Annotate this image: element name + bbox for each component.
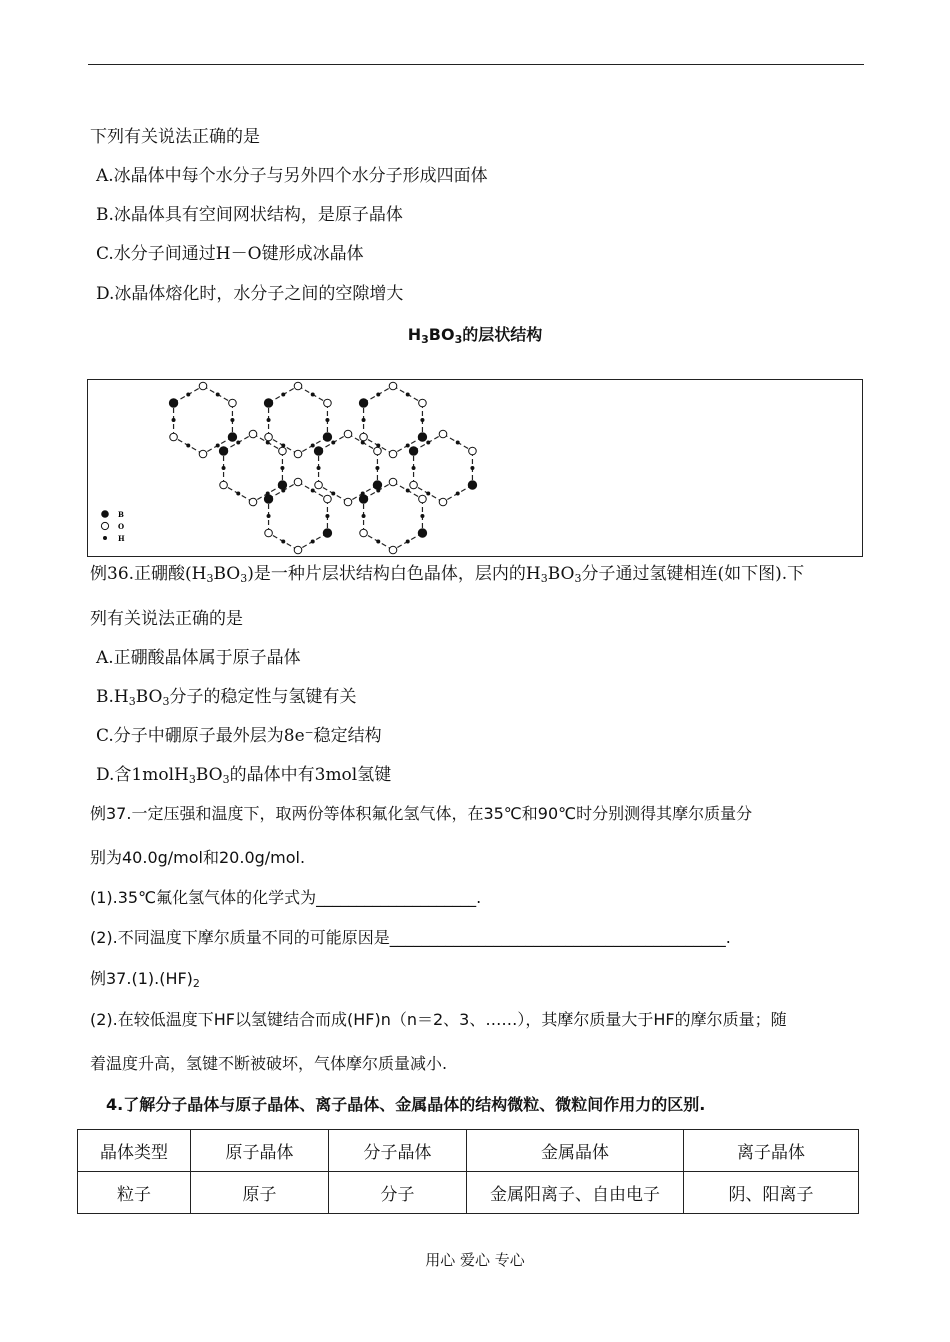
hydrogen-atom [222, 466, 226, 470]
oxygen-atom [469, 447, 477, 455]
ex36-option-c: C.分子中硼原子最外层为8e⁻稳定结构 [96, 726, 382, 746]
boron-atom [228, 433, 236, 441]
ex36-line1: 例36.正硼酸$(H_3BO_3)$是一种片层状结构白色晶体，层内的$H_3BO_3$分子通过氢键相连(如下图).下 [90, 564, 805, 585]
ex36-line2: 列有关说法正确的是 [90, 609, 243, 629]
table-header-cell: 分子晶体 [329, 1130, 467, 1172]
legend-b-label: B [118, 510, 124, 519]
ex36-option-b: $B.H_3BO_3$分子的稳定性与氢键有关 [96, 687, 357, 708]
hydrogen-atom [311, 489, 315, 493]
table-cell: 阴、阳离子 [684, 1172, 859, 1214]
ex37-answer-2-line2: 着温度升高，氢键不断被破坏，气体摩尔质量减小. [90, 1054, 448, 1073]
h3bo3-lattice-diagram [88, 380, 861, 555]
boron-atom [468, 481, 476, 489]
hydrogen-atom [186, 393, 190, 397]
hydrogen-atom [375, 466, 379, 470]
legend-b-marker [101, 510, 109, 518]
oxygen-atom [439, 498, 447, 506]
oxygen-atom [220, 481, 228, 489]
hydrogen-atom [236, 492, 240, 496]
section-4-heading: 4.了解分子晶体与原子晶体、离子晶体、金属晶体的结构微粒、微粒间作用力的区别. [106, 1095, 706, 1114]
oxygen-atom [344, 498, 352, 506]
ex36-option-d: D.含$1molH_3BO_3$的晶体中有3mol氢键 [96, 765, 392, 786]
hydrogen-atom [172, 418, 176, 422]
oxygen-atom [199, 450, 207, 458]
hydrogen-atom [216, 444, 220, 448]
hydrogen-atom [406, 393, 410, 397]
figure-title: $H_3BO_3$的层状结构 [407, 325, 543, 346]
table-header-cell: 原子晶体 [191, 1130, 329, 1172]
oxygen-atom [315, 481, 323, 489]
header-rule [88, 64, 864, 65]
oxygen-atom [389, 450, 397, 458]
hydrogen-atom [281, 393, 285, 397]
oxygen-atom [439, 430, 447, 438]
ex37-question-1: (1).35℃氟化氢气体的化学式为____________________. [90, 888, 482, 907]
table-cell: 分子 [329, 1172, 467, 1214]
hydrogen-atom [325, 418, 329, 422]
hydrogen-atom [420, 418, 424, 422]
boron-atom [278, 481, 286, 489]
oxygen-atom [199, 382, 207, 390]
hydrogen-atom [406, 540, 410, 544]
page-footer: 用心 爱心 专心 [425, 1251, 525, 1269]
oxygen-atom [170, 433, 178, 441]
hydrogen-atom [376, 540, 380, 544]
ex37-answer-2-line1: (2).在较低温度下HF以氢键结合而成(HF)n（n＝2、3、……），其摩尔质量大于HF的摩尔质量；随 [90, 1010, 787, 1029]
oxygen-atom [419, 399, 427, 407]
table-cell: 粒子 [78, 1172, 191, 1214]
option-d: D.冰晶体熔化时，水分子之间的空隙增大 [96, 284, 404, 304]
oxygen-atom [294, 546, 302, 554]
option-a: A.冰晶体中每个水分子与另外四个水分子形成四面体 [96, 166, 488, 186]
hydrogen-atom [331, 492, 335, 496]
table-cell: 金属阳离子、自由电子 [467, 1172, 684, 1214]
hydrogen-atom [325, 514, 329, 518]
hydrogen-atom [186, 444, 190, 448]
boron-atom [323, 433, 331, 441]
ex37-question-2: (2).不同温度下摩尔质量不同的可能原因是__________________________________________. [90, 928, 731, 947]
hydrogen-atom [267, 418, 271, 422]
boron-atom [409, 447, 417, 455]
hydrogen-atom [216, 393, 220, 397]
boron-atom [323, 529, 331, 537]
oxygen-atom [294, 382, 302, 390]
crystal-comparison-table [77, 1129, 859, 1214]
legend [101, 510, 125, 543]
oxygen-atom [410, 481, 418, 489]
oxygen-atom [389, 546, 397, 554]
table-header-cell: 离子晶体 [684, 1130, 859, 1172]
hydrogen-atom [311, 393, 315, 397]
boron-atom [418, 529, 426, 537]
boron-atom [359, 399, 367, 407]
boron-atom [169, 399, 177, 407]
table-row [78, 1172, 859, 1214]
oxygen-atom [374, 447, 382, 455]
table-cell: 原子 [191, 1172, 329, 1214]
option-b: B.冰晶体具有空间网状结构，是原子晶体 [96, 205, 403, 225]
boron-atom [314, 447, 322, 455]
hydrogen-atom [317, 466, 321, 470]
ex37-answer-1: 例$37.(1).(HF)_2$ [90, 969, 200, 990]
oxygen-atom [389, 478, 397, 486]
hydrogen-atom [230, 418, 234, 422]
boron-atom [373, 481, 381, 489]
boron-atom [359, 495, 367, 503]
hydrogen-atom [362, 418, 366, 422]
option-c: C.水分子间通过H－O键形成冰晶体 [96, 244, 364, 264]
oxygen-atom [419, 495, 427, 503]
table-header-cell: 晶体类型 [78, 1130, 191, 1172]
legend-o-marker [101, 522, 108, 529]
oxygen-atom [324, 495, 332, 503]
ex37-line1: 例37.一定压强和温度下，取两份等体积氟化氢气体，在35℃和90℃时分别测得其摩尔质量分 [90, 804, 753, 823]
oxygen-atom [229, 399, 237, 407]
oxygen-atom [265, 433, 273, 441]
oxygen-atom [279, 447, 287, 455]
legend-h-label: H [118, 534, 125, 543]
hydrogen-atom [426, 441, 430, 445]
table-header-row [78, 1130, 859, 1172]
ex36-option-a: A.正硼酸晶体属于原子晶体 [96, 648, 301, 668]
hydrogen-atom [311, 444, 315, 448]
hydrogen-atom [420, 514, 424, 518]
legend-h-marker [103, 536, 107, 540]
hydrogen-atom [456, 441, 460, 445]
hydrogen-atom [406, 444, 410, 448]
hydrogen-atom [376, 393, 380, 397]
oxygen-atom [249, 430, 257, 438]
hydrogen-atom [362, 514, 366, 518]
oxygen-atom [294, 450, 302, 458]
hydrogen-atom [406, 489, 410, 493]
hydrogen-atom [311, 540, 315, 544]
hydrogen-atom [281, 540, 285, 544]
hydrogen-atom [280, 466, 284, 470]
question-stem: 下列有关说法正确的是 [90, 127, 260, 147]
boron-atom [219, 447, 227, 455]
hydrogen-atom [267, 514, 271, 518]
boron-atom [264, 399, 272, 407]
hydrogen-atom [426, 492, 430, 496]
hydrogen-atom [412, 466, 416, 470]
hydrogen-atom [470, 466, 474, 470]
oxygen-atom [389, 382, 397, 390]
boron-atom [264, 495, 272, 503]
table-header-cell: 金属晶体 [467, 1130, 684, 1172]
oxygen-atom [249, 498, 257, 506]
oxygen-atom [324, 399, 332, 407]
hydrogen-atom [331, 441, 335, 445]
oxygen-atom [360, 433, 368, 441]
hydrogen-atom [456, 492, 460, 496]
oxygen-atom [265, 529, 273, 537]
hydrogen-atom [236, 441, 240, 445]
h3bo3-layer-structure-figure [87, 379, 863, 557]
oxygen-atom [294, 478, 302, 486]
oxygen-atom [360, 529, 368, 537]
ex37-line2: 别为40.0g/mol和20.0g/mol. [90, 848, 306, 867]
oxygen-atom [344, 430, 352, 438]
boron-atom [418, 433, 426, 441]
legend-o-label: O [118, 522, 125, 531]
